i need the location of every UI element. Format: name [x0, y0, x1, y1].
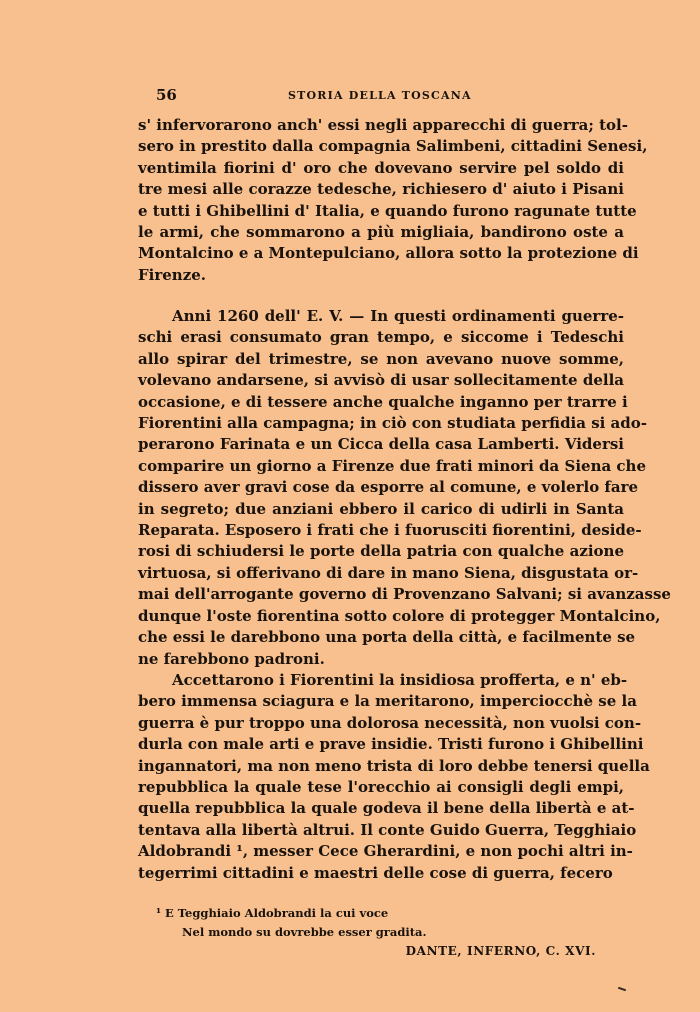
text-line: s' infervorarono anch' essi negli apparecchi di guerra; tol-: [138, 116, 628, 134]
text-line: Reparata. Esposero i frati che i fuorusciti fiorentini, deside-: [138, 521, 642, 540]
text-line: comparire un giorno a Firenze due frati minori da Siena che: [138, 456, 646, 475]
text-line: e tutti i Ghibellini d' Italia, e quando furono ragunate tutte: [138, 201, 637, 220]
text-line: allo spirar del trimestre, se non avevano nuove somme,: [138, 349, 624, 368]
text-line: repubblica la quale tese l'orecchio ai consigli degli empi,: [138, 777, 624, 796]
footnote-line: Nel mondo su dovrebbe esser gradita.: [182, 925, 427, 939]
footnote-line: ¹ E Tegghiaio Aldobrandi la cui voce: [156, 906, 389, 920]
text-line: quella repubblica la quale godeva il bene della libertà e at-: [138, 799, 635, 818]
text-line: durla con male arti e prave insidie. Tristi furono i Ghibellini: [138, 735, 644, 754]
text-line: tentava alla libertà altrui. Il conte Guido Guerra, Tegghiaio: [138, 820, 637, 839]
text-line: Aldobrandi ¹, messer Cece Gherardini, e non pochi altri in-: [138, 842, 633, 861]
text-line: rosi di schiudersi le porte della patria con qualche azione: [138, 542, 624, 561]
text-line: perarono Farinata e un Cicca della casa Lamberti. Vidersi: [138, 435, 624, 454]
text-line: dissero aver gravi cose da esporre al comune, e volerlo fare: [138, 478, 639, 497]
text-line: ingannatori, ma non meno trista di loro debbe tenersi quella: [138, 756, 650, 775]
text-line: Firenze.: [138, 265, 206, 284]
paragraph-anni-1260: [138, 306, 671, 884]
text-line: le armi, che sommarono a più migliaia, bandirono oste a: [138, 223, 624, 242]
text-line: Fiorentini alla campagna; in ciò con studiata perfidia si ado-: [138, 414, 647, 433]
running-title: STORIA DELLA TOSCANA: [288, 89, 472, 102]
ink-mark: [618, 987, 626, 992]
text-line: Montalcino e a Montepulciano, allora sotto la protezione di: [138, 244, 639, 263]
text-line: virtuosa, si offerivano di dare in mano Siena, disgustata or-: [138, 563, 639, 582]
text-line: sero in prestito dalla compagnia Salimbeni, cittadini Senesi,: [138, 137, 648, 156]
text-line: che essi le darebbono una porta della città, e facilmente se: [138, 628, 636, 647]
text-line: tre mesi alle corazze tedesche, richiesero d' aiuto i Pisani: [138, 180, 624, 199]
text-line: bero immensa sciagura e la meritarono, imperciocchè se la: [138, 692, 637, 711]
text-line: mai dell'arrogante governo di Provenzano Salvani; si avanzasse: [138, 585, 671, 604]
text-line: volevano andarsene, si avvisò di usar sollecitamente della: [138, 371, 624, 390]
text-line: ne farebbono padroni.: [138, 649, 325, 668]
page-number: 56: [156, 86, 177, 104]
text-line: Accettarono i Fiorentini la insidiosa profferta, e n' eb-: [172, 670, 628, 689]
text-line: tegerrimi cittadini e maestri delle cose di guerra, fecero: [138, 863, 613, 882]
text-line: occasione, e di tessere anche qualche inganno per trarre i: [138, 392, 628, 411]
footnote: [138, 904, 624, 961]
page-header: [138, 86, 624, 106]
text-line: schi erasi consumato gran tempo, e siccome i Tedeschi: [138, 328, 624, 347]
text-line: in segreto; due anziani ebbero il carico di udirli in Santa: [138, 499, 624, 518]
text-line: dunque l'oste fiorentina sotto colore di protegger Montalcino,: [138, 606, 661, 625]
text-line: Anni 1260 dell' E. V. — In questi ordinamenti guerre-: [172, 307, 624, 325]
text-line: guerra è pur troppo una dolorosa necessità, non vuolsi con-: [138, 713, 642, 732]
paragraph-continuation: [138, 115, 648, 286]
footnote-citation: DANTE, INFERNO, C. XVI.: [405, 944, 596, 958]
text-line: ventimila fiorini d' oro che dovevano servire pel soldo di: [138, 158, 624, 177]
